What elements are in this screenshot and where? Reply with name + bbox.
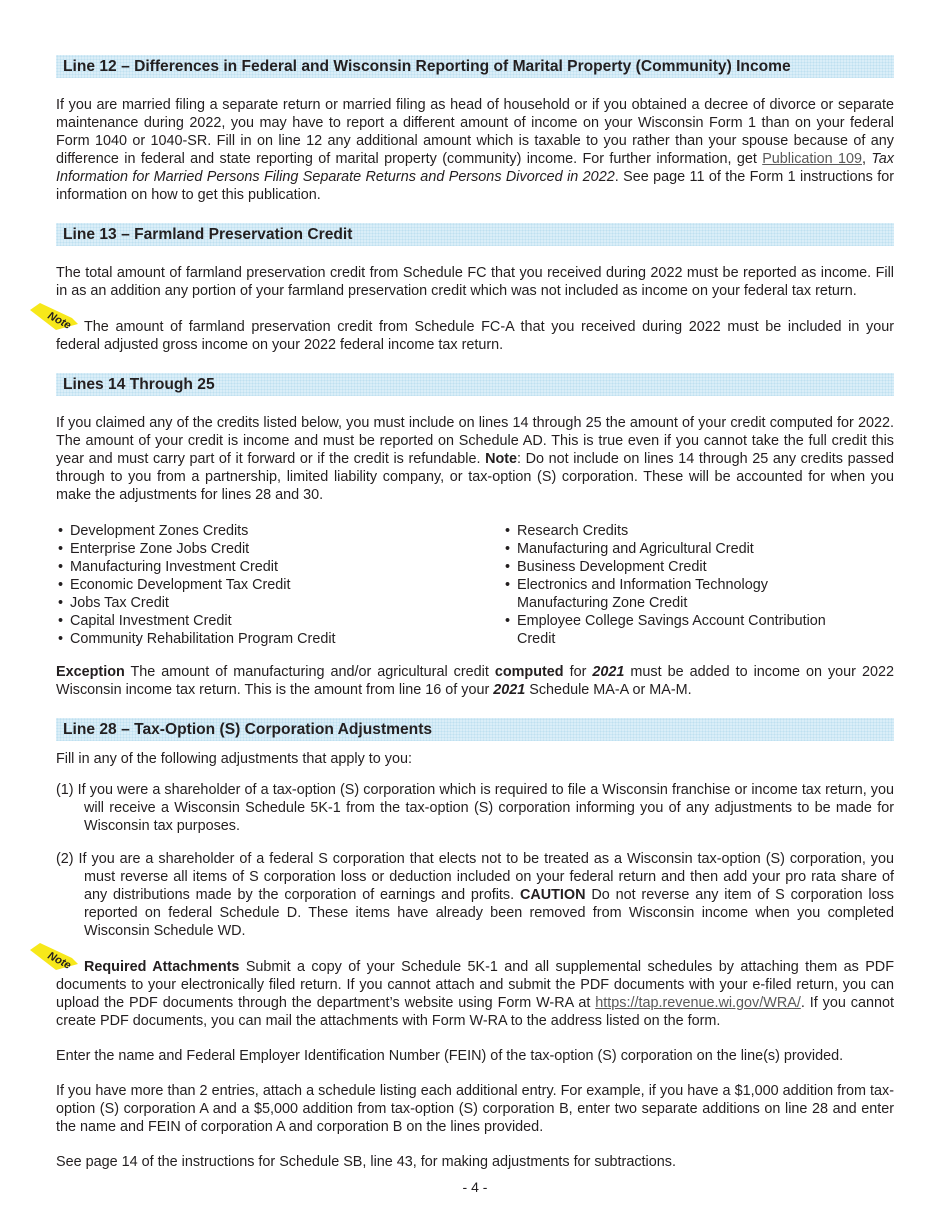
credit-item: • Business Development Credit xyxy=(503,558,849,576)
line28-intro: Fill in any of the following adjustments that apply to you: xyxy=(56,751,412,767)
wra-link[interactable]: https://tap.revenue.wi.gov/WRA/ xyxy=(595,995,801,1011)
required-attachments-note xyxy=(45,949,894,1030)
line12-heading: Line 12 – Differences in Federal and Wisconsin Reporting of Marital Property (Community) Income xyxy=(56,55,894,78)
credits-list-right xyxy=(503,522,849,648)
credit-item: • Development Zones Credits xyxy=(56,522,503,540)
credit-item: • Economic Development Tax Credit xyxy=(56,576,503,594)
line13-note xyxy=(45,309,894,354)
line28-item-2: (2) If you are a shareholder of a federal S corporation that elects not to be treated as a Wisconsin tax-option (S) corporation, you must reverse all items of S corporation loss or deduction included on your federal return and then add your pro rata share of any distributions made by the corporation of earnings and profits. CAUTION Do not reverse any item of S corporation loss reported on federal Schedule D. These items have already been removed from Wisconsin income when you completed Wisconsin Schedule WD. xyxy=(56,851,894,939)
lines14-25-heading: Lines 14 Through 25 xyxy=(56,373,894,396)
lines14-25-paragraph: If you claimed any of the credits listed below, you must include on lines 14 through 25 the amount of your credit computed for 2022. The amount of your credit is income and must be reported on Schedule AD. This is true even if you cannot take the full credit this year and must carry part of it forward or if the credit is refundable. Note: Do not include on lines 14 through 25 any credits passed through to you from a partnership, limited liability company, or tax-option (S) corporation. These will be accounted for when you make the adjustments for lines 28 and 30. xyxy=(56,415,894,503)
page-number: - 4 - xyxy=(462,1179,488,1195)
line12-paragraph: If you are married filing a separate return or married filing as head of household or if you obtained a decree of divorce or separate maintenance during 2022, you may have to report a different amount of income on your Wisconsin Form 1 than on your federal Form 1040 or 1040-SR. Fill in on line 12 any additional amount which is taxable to you rather than your spouse because of any difference in federal and state reporting of marital property (community) income. For further information, get Publication 109, Tax Information for Married Persons Filing Separate Returns and Persons Divorced in 2022. See page 11 of the Form 1 instructions for information on how to get this publication. xyxy=(56,97,894,203)
line13-heading: Line 13 – Farmland Preservation Credit xyxy=(56,223,894,246)
line13-paragraph: The total amount of farmland preservation credit from Schedule FC that you received during 2022 must be reported as income. Fill in as an addition any portion of your farmland preservation credit which was not included as income on your federal tax return. xyxy=(56,265,894,299)
line28-item-1: (1) If you were a shareholder of a tax-option (S) corporation which is required to file a Wisconsin franchise or income tax return, you will receive a Wisconsin Schedule 5K-1 from the tax-option (S) corporation informing you of any adjustments to be made for Wisconsin tax purposes. xyxy=(56,782,894,834)
note-icon-label: Note xyxy=(45,949,73,972)
publication-title: Tax Information for Married Persons Filing Separate Returns and Persons Divorced in 2022 xyxy=(56,151,894,185)
page-content xyxy=(45,55,894,1171)
see-page-paragraph: See page 14 of the instructions for Schedule SB, line 43, for making adjustments for subtractions. xyxy=(56,1154,676,1170)
credits-list-left xyxy=(56,522,503,648)
publication-109-link[interactable]: Publication 109 xyxy=(762,151,862,167)
credit-item: • Employee College Savings Account Contribution Credit xyxy=(503,612,849,648)
credit-item: • Community Rehabilitation Program Credit xyxy=(56,630,503,648)
credit-item: • Research Credits xyxy=(503,522,849,540)
credit-item: • Jobs Tax Credit xyxy=(56,594,503,612)
note-icon xyxy=(28,942,78,972)
line13-note-text: The amount of farmland preservation credit from Schedule FC-A that you received during 2022 must be included in your federal adjusted gross income on your 2022 federal income tax return. xyxy=(56,319,894,353)
required-attachments-text: Required Attachments Submit a copy of your Schedule 5K-1 and all supplemental schedules by attaching them as PDF documents to your electronically filed return. If you cannot attach and submit the PDF documents with your e-filed return, you can upload the PDF documents through the department’s website using Form W-RA at https://tap.revenue.wi.gov/WRA/. If you cannot create PDF documents, you can mail the attachments with Form W-RA to the address listed on the form. xyxy=(56,959,894,1029)
entries-paragraph: If you have more than 2 entries, attach a schedule listing each additional entry. For example, if you have a $1,000 addition from tax-option (S) corporation A and a $5,000 addition from tax-option (S) corporation B, enter two separate additions on line 28 and enter the name and FEIN of corporation A and corporation B on the lines provided. xyxy=(56,1083,894,1135)
fein-paragraph: Enter the name and Federal Employer Identification Number (FEIN) of the tax-option (S) corporation on the line(s) provided. xyxy=(56,1048,844,1064)
exception-paragraph: Exception The amount of manufacturing and/or agricultural credit computed for 2021 must be added to income on your 2022 Wisconsin income tax return. This is the amount from line 16 of your 2021 Schedule MA-A or MA-M. xyxy=(56,664,894,698)
note-icon-label: Note xyxy=(45,309,73,332)
credit-item: • Manufacturing Investment Credit xyxy=(56,558,503,576)
credit-item: • Capital Investment Credit xyxy=(56,612,503,630)
credits-list xyxy=(56,522,894,648)
line28-heading: Line 28 – Tax-Option (S) Corporation Adjustments xyxy=(56,718,894,741)
credit-item: • Enterprise Zone Jobs Credit xyxy=(56,540,503,558)
credit-item: • Manufacturing and Agricultural Credit xyxy=(503,540,849,558)
note-icon xyxy=(28,302,78,332)
credit-item: • Electronics and Information Technology Manufacturing Zone Credit xyxy=(503,576,849,612)
